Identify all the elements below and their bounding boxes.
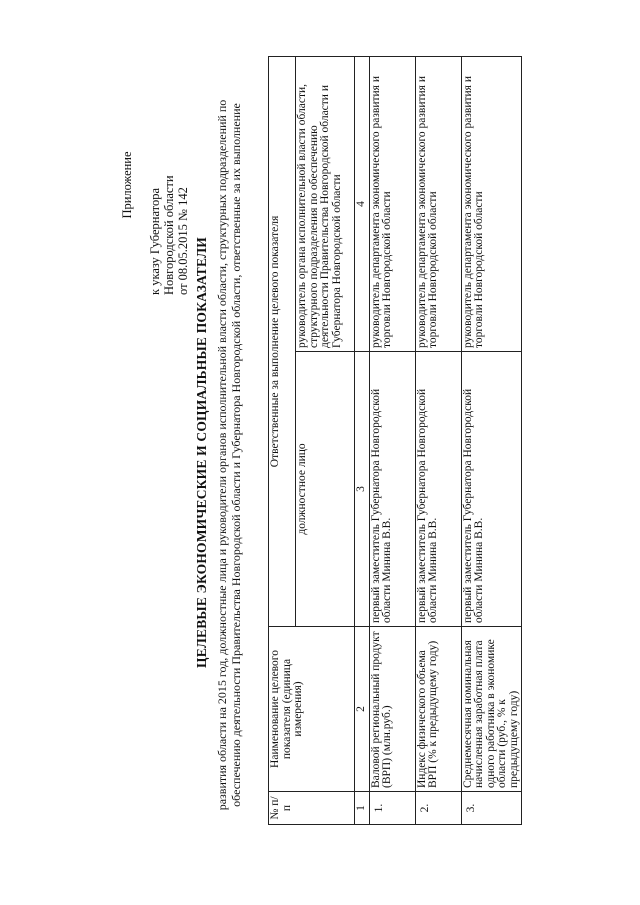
row-indicator: Среднемесячная номинальная начисленная заработная плата одного работника в экономике области (руб., % к предыдущему году) (461, 627, 522, 792)
appendix-line: от 08.05.2015 № 142 (176, 187, 190, 295)
column-number: 3 (355, 352, 370, 627)
row-indicator: Индекс физического объема ВРП (% к предыдущему году) (415, 627, 461, 792)
appendix-line: к указу Губернатора (148, 187, 162, 295)
row-head: руководитель департамента экономического развития и торговли Новгородской области (415, 56, 461, 351)
row-num: 3. (461, 792, 522, 825)
appendix-heading: Приложение (120, 151, 134, 219)
header-responsible: Ответственные за выполнение целевого показателя (269, 56, 296, 626)
header-name: Наименование целевого показателя (единица измерения) (269, 627, 355, 792)
table-row (415, 56, 461, 824)
table-row (461, 56, 522, 824)
row-head: руководитель департамента экономического развития и торговли Новгородской области (369, 56, 415, 351)
row-official: первый заместитель Губернатора Новгородской области Минина В.В. (415, 352, 461, 627)
column-number: 4 (355, 56, 370, 351)
indicators-table (268, 56, 522, 825)
row-official: первый заместитель Губернатора Новгородской области Минина В.В. (461, 352, 522, 627)
appendix-block (120, 75, 190, 295)
column-number: 2 (355, 627, 370, 792)
header-head: руководитель органа исполнительной власти области, структурного подразделения по обеспечению деятельности Правительства Новгородской области и Губернатора Новгородской области (296, 56, 355, 351)
document-title: ЦЕЛЕВЫЕ ЭКОНОМИЧЕСКИЕ И СОЦИАЛЬНЫЕ ПОКАЗАТЕЛИ (194, 237, 209, 668)
row-head: руководитель департамента экономического развития и торговли Новгородской области (461, 56, 522, 351)
row-num: 2. (415, 792, 461, 825)
row-official: первый заместитель Губернатора Новгородской области Минина В.В. (369, 352, 415, 627)
header-official: должностное лицо (296, 352, 355, 627)
document-subtitle: развития области на 2015 год, должностные лица и руководители органов исполнительной власти области, структурных подразделений по обеспечению деятельности Правительства Новгородской области и Губернатора Новгородской области, ответственные за их выполнение (215, 99, 243, 811)
table-row (369, 56, 415, 824)
column-number: 1 (355, 792, 370, 825)
appendix-line: Новгородской области (162, 175, 176, 295)
header-num: № п/п (269, 792, 355, 825)
row-num: 1. (369, 792, 415, 825)
row-indicator: Валовой региональный продукт (ВРП) (млн.руб.) (369, 627, 415, 792)
